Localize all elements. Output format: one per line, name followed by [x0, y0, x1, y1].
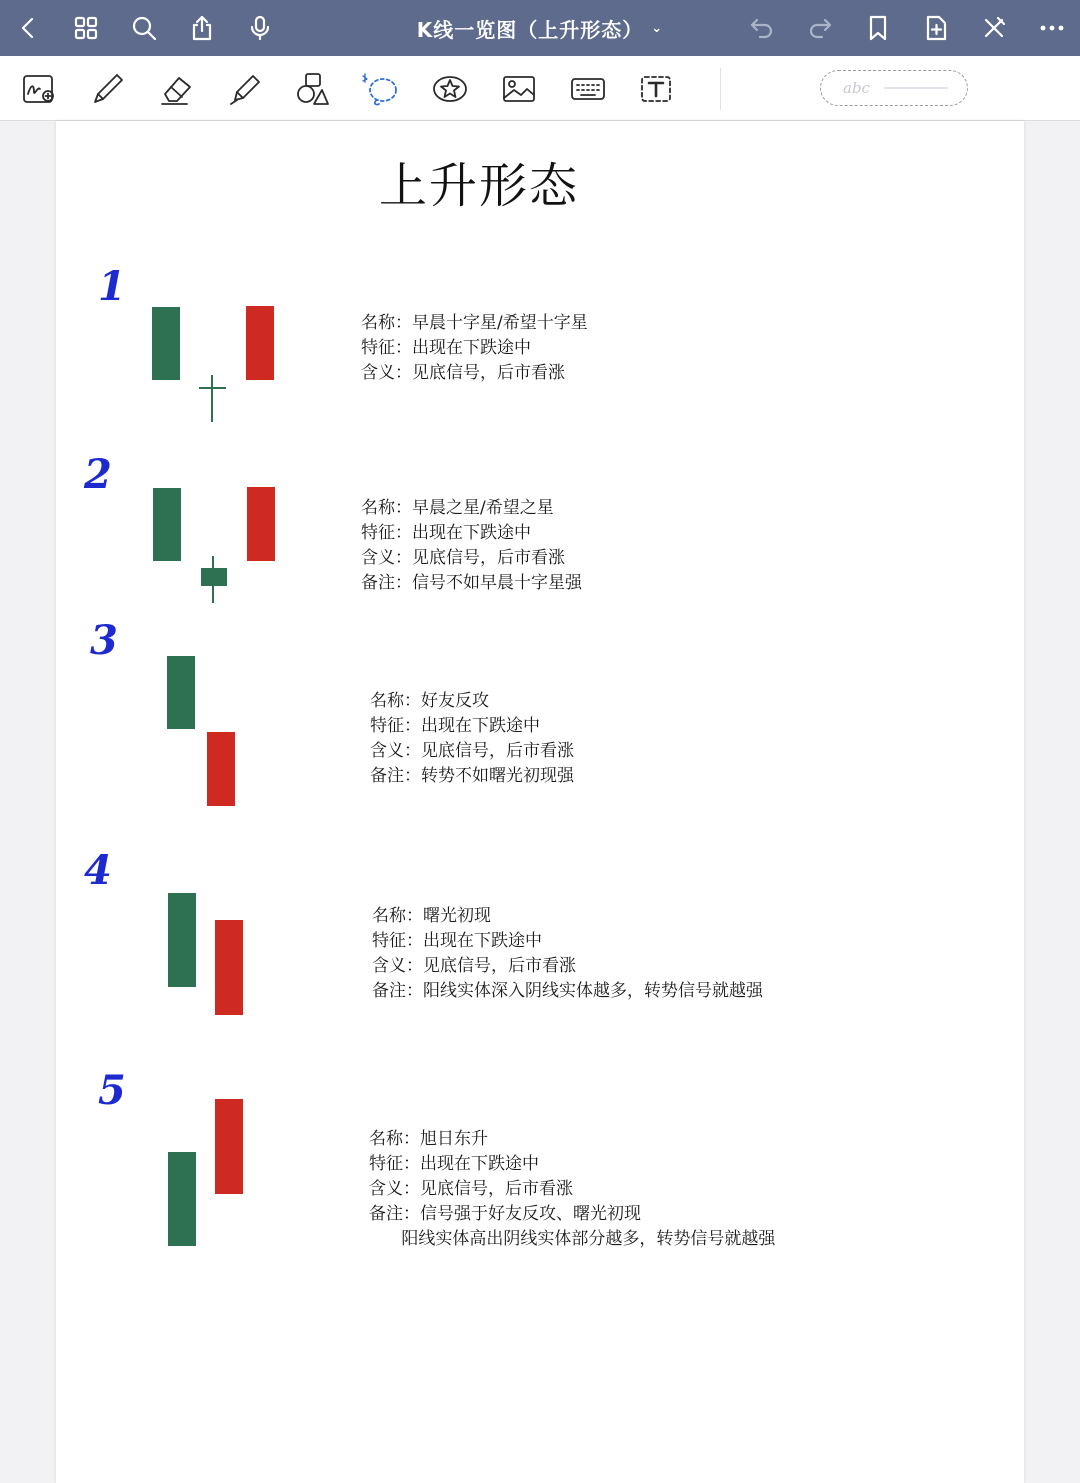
image-icon[interactable] — [495, 66, 543, 112]
doji-wick — [211, 375, 213, 422]
search-icon[interactable] — [122, 6, 166, 50]
bearish-candle — [167, 656, 195, 729]
bullish-candle — [215, 920, 243, 1015]
pattern-description-5 — [369, 1127, 775, 1252]
description-line: 备注：信号不如早晨十字星强 — [361, 573, 582, 593]
description-line: 名称：旭日东升 — [369, 1129, 488, 1149]
description-line: 含义：见底信号，后市看涨 — [361, 363, 565, 383]
toolbar-divider — [720, 68, 721, 110]
highlighter-icon[interactable] — [220, 66, 268, 112]
pattern-description-2 — [361, 496, 582, 596]
sticker-icon[interactable] — [426, 66, 474, 112]
redo-icon[interactable] — [798, 6, 842, 50]
top-navigation-bar — [0, 0, 1080, 56]
description-line: 含义：见底信号，后市看涨 — [370, 741, 574, 761]
bearish-candle — [168, 1152, 196, 1246]
pen-preview-stroke — [884, 87, 948, 89]
pattern-description-1 — [361, 311, 588, 386]
description-line: 名称：早晨之星/希望之星 — [361, 498, 554, 518]
description-line: 名称：早晨十字星/希望十字星 — [361, 313, 588, 333]
keyboard-icon[interactable] — [564, 66, 612, 112]
pattern-number-1: 1 — [98, 263, 126, 310]
description-line: 阳线实体高出阴线实体部分越多，转势信号就越强 — [369, 1229, 776, 1249]
pattern-number-3: 3 — [90, 617, 118, 664]
bullish-candle — [215, 1099, 243, 1194]
close-pen-icon[interactable] — [972, 6, 1016, 50]
pen-preview[interactable] — [820, 70, 968, 106]
bullish-candle — [247, 487, 275, 561]
description-line: 特征：出现在下跌途中 — [361, 523, 531, 543]
shapes-icon[interactable] — [289, 66, 337, 112]
pattern-description-3 — [370, 689, 574, 789]
add-page-icon[interactable] — [914, 6, 958, 50]
description-line: 名称：好友反攻 — [370, 691, 489, 711]
lasso-text-icon[interactable] — [15, 66, 63, 112]
undo-icon[interactable] — [740, 6, 784, 50]
document-title-dropdown[interactable] — [390, 0, 690, 56]
bearish-candle — [168, 893, 196, 987]
bullish-candle — [246, 306, 274, 380]
pattern-description-4 — [372, 904, 763, 1004]
annotation-toolbar — [0, 56, 1080, 121]
text-box-icon[interactable] — [632, 66, 680, 112]
description-line: 备注：转势不如曙光初现强 — [370, 766, 574, 786]
eraser-icon[interactable] — [152, 66, 200, 112]
description-line: 特征：出现在下跌途中 — [361, 338, 531, 358]
description-line: 含义：见底信号，后市看涨 — [372, 956, 576, 976]
description-line: 特征：出现在下跌途中 — [372, 931, 542, 951]
description-line: 特征：出现在下跌途中 — [369, 1154, 539, 1174]
bullish-candle — [207, 732, 235, 806]
description-line: 含义：见底信号，后市看涨 — [369, 1179, 573, 1199]
doji-body — [199, 387, 226, 389]
bookmark-icon[interactable] — [856, 6, 900, 50]
description-line: 含义：见底信号，后市看涨 — [361, 548, 565, 568]
pen-preview-sample: abc — [843, 79, 870, 97]
back-icon[interactable] — [6, 6, 50, 50]
pen-icon[interactable] — [84, 66, 132, 112]
pattern-number-5: 5 — [98, 1067, 126, 1114]
grid-icon[interactable] — [64, 6, 108, 50]
bearish-candle — [153, 488, 181, 561]
share-icon[interactable] — [180, 6, 224, 50]
more-icon[interactable] — [1030, 6, 1074, 50]
description-line: 特征：出现在下跌途中 — [370, 716, 540, 736]
pattern-number-4: 4 — [84, 847, 112, 894]
document-title: K线一览图（上升形态） — [416, 17, 644, 42]
description-line: 备注：阳线实体深入阴线实体越多，转势信号就越强 — [372, 981, 763, 1001]
bearish-candle — [152, 307, 180, 380]
microphone-icon[interactable] — [238, 6, 282, 50]
description-line: 名称：曙光初现 — [372, 906, 491, 926]
pattern-number-2: 2 — [84, 451, 112, 498]
document-page[interactable] — [56, 121, 1024, 1483]
chevron-down-icon: ⌄ — [651, 20, 664, 36]
description-line: 备注：信号强于好友反攻、曙光初现 — [369, 1204, 641, 1224]
star-body — [201, 568, 227, 586]
lasso-icon[interactable] — [356, 66, 404, 112]
page-title: 上升形态 — [378, 158, 579, 214]
